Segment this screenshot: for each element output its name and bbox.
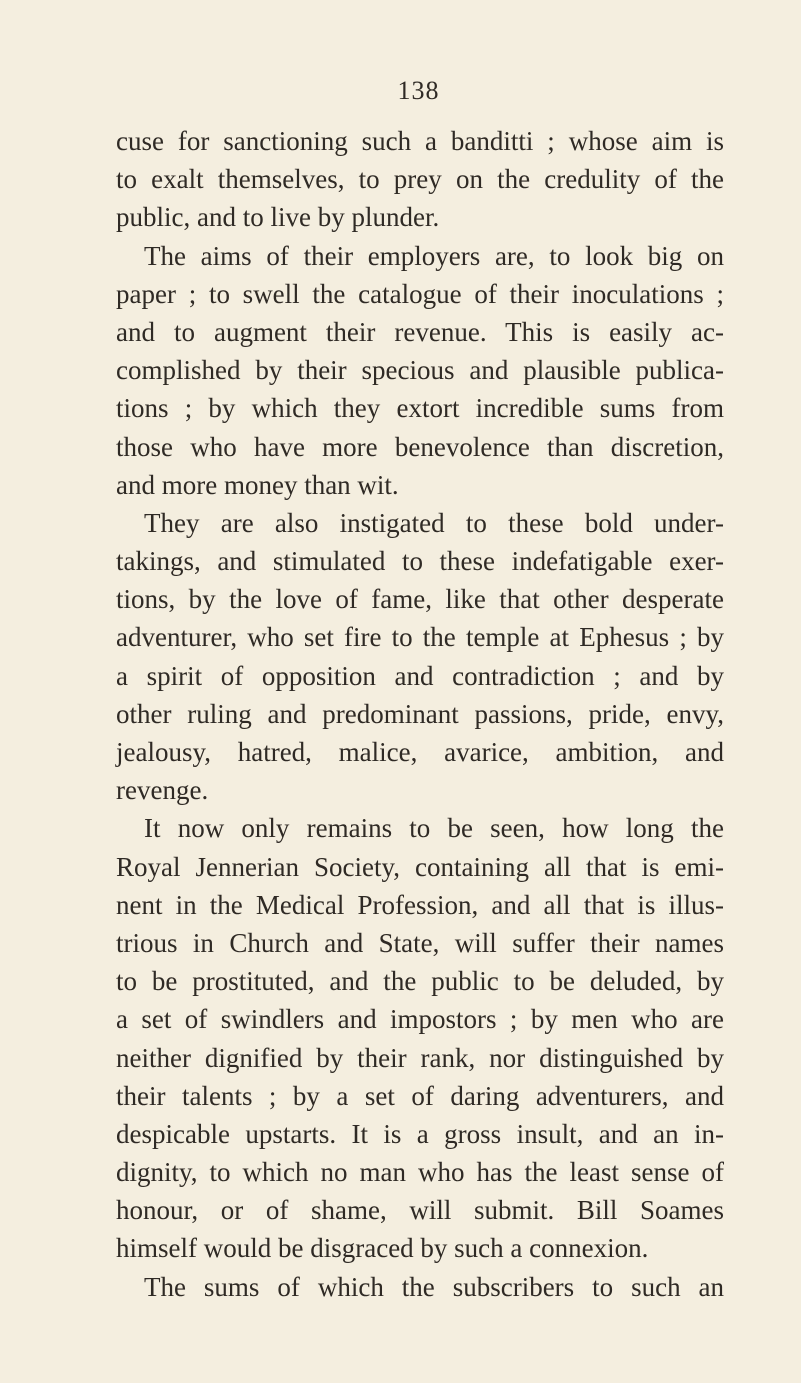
text-line: revenge. — [116, 775, 209, 806]
text-line: takings, and stimulated to these indefatigable exer- — [116, 546, 724, 577]
text-line: those who have more benevolence than discretion, — [116, 431, 724, 462]
page-number: 138 — [397, 76, 440, 105]
text-line: tions, by the love of fame, like that other desperate — [116, 584, 724, 615]
text-line: a spirit of opposition and contradiction ; and by — [116, 660, 724, 691]
text-line: They are also instigated to these bold under- — [144, 507, 724, 538]
text-line: and to augment their revenue. This is easily ac- — [116, 316, 724, 347]
text-line: himself would be disgraced by such a connexion. — [116, 1233, 649, 1264]
text-line: their talents ; by a set of daring adventurers, and — [116, 1080, 724, 1111]
body-text — [116, 122, 724, 1306]
text-line: Royal Jennerian Society, containing all that is emi- — [116, 851, 724, 882]
text-line: dignity, to which no man who has the least sense of — [116, 1157, 724, 1188]
text-line: honour, or of shame, will submit. Bill Soames — [116, 1195, 724, 1226]
text-line: to be prostituted, and the public to be deluded, by — [116, 966, 724, 997]
text-line: despicable upstarts. It is a gross insult, and an in- — [116, 1118, 724, 1149]
text-line: tions ; by which they extort incredible sums from — [116, 393, 724, 424]
text-line: jealousy, hatred, malice, avarice, ambition, and — [116, 737, 724, 767]
text-line: other ruling and predominant passions, pride, envy, — [116, 698, 724, 729]
text-line: public, and to live by plunder. — [116, 202, 440, 233]
text-line: and more money than wit. — [116, 469, 399, 500]
text-line: adventurer, who set fire to the temple at Ephesus ; by — [116, 622, 724, 653]
text-line: to exalt themselves, to prey on the credulity of the — [116, 164, 724, 195]
text-line: complished by their specious and plausible publica- — [116, 355, 724, 386]
text-line: paper ; to swell the catalogue of their inoculations ; — [116, 278, 724, 309]
text-line: a set of swindlers and impostors ; by men who are — [116, 1004, 724, 1035]
text-line: cuse for sanctioning such a banditti ; whose aim is — [116, 126, 724, 156]
text-line: The sums of which the subscribers to such an — [144, 1271, 724, 1302]
text-line: trious in Church and State, will suffer their names — [116, 927, 724, 958]
text-line: nent in the Medical Profession, and all that is illus- — [116, 889, 724, 920]
text-line: It now only remains to be seen, how long the — [144, 813, 724, 844]
text-line: neither dignified by their rank, nor distinguished by — [116, 1042, 724, 1073]
text-line: The aims of their employers are, to look big on — [144, 240, 724, 271]
